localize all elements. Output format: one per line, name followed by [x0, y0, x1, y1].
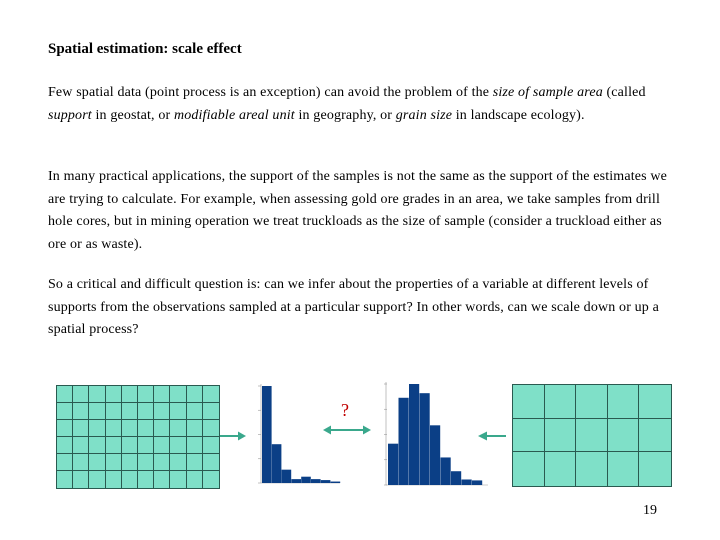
grid-cell	[170, 386, 186, 403]
grid-cell	[154, 471, 170, 488]
grid-cell	[73, 471, 89, 488]
histogram-bar	[388, 444, 398, 485]
grid-cell	[57, 403, 73, 420]
grid-cell	[576, 419, 608, 453]
grid-cell	[122, 420, 138, 437]
histogram-bar	[272, 444, 282, 483]
grid-cell	[57, 437, 73, 454]
grid-cell	[138, 403, 154, 420]
grid-cell	[608, 419, 640, 453]
grid-cell	[138, 386, 154, 403]
grid-cell	[203, 437, 219, 454]
grid-cell	[89, 403, 105, 420]
grid-cell	[187, 454, 203, 471]
grid-cell	[170, 471, 186, 488]
double-arrow-icon	[322, 424, 372, 436]
histogram-coarse-support	[374, 378, 490, 490]
grid-cell	[545, 452, 577, 486]
grid-cell	[122, 403, 138, 420]
grid-cell	[639, 452, 671, 486]
grid-cell	[203, 420, 219, 437]
grid-cell	[513, 452, 545, 486]
coarse-support-grid	[512, 384, 672, 487]
histogram-bar	[399, 398, 409, 485]
grid-cell	[73, 386, 89, 403]
grid-cell	[89, 386, 105, 403]
grid-cell	[639, 385, 671, 419]
text-run: in geography, or	[294, 107, 396, 123]
term-support: support	[48, 107, 92, 123]
histogram-bar	[409, 384, 419, 485]
grid-cell	[187, 437, 203, 454]
paragraph-question: So a critical and difficult question is: can we infer about the properties of a variable at different levels of supports from the observations sampled at a particular support? In other words, can we scale down or up a spatial process?	[48, 277, 659, 337]
slide-title: Spatial estimation: scale effect	[48, 41, 242, 57]
term-grain-size: grain size	[395, 107, 453, 123]
grid-cell	[545, 385, 577, 419]
grid-cell	[122, 454, 138, 471]
histogram-bar	[441, 457, 451, 485]
grid-cell	[170, 403, 186, 420]
grid-cell	[106, 437, 122, 454]
grid-cell	[89, 454, 105, 471]
histogram-bar	[430, 425, 440, 485]
paragraph-intro	[48, 82, 678, 127]
grid-cell	[122, 437, 138, 454]
histogram-bar	[301, 477, 311, 483]
grid-cell	[203, 471, 219, 488]
grid-cell	[138, 420, 154, 437]
question-mark: ?	[341, 400, 349, 420]
histogram-bar	[420, 393, 430, 485]
grid-cell	[513, 419, 545, 453]
grid-cell	[73, 437, 89, 454]
histogram-bar	[472, 480, 482, 485]
grid-cell	[57, 420, 73, 437]
page-number: 19	[643, 503, 657, 518]
grid-cell	[106, 454, 122, 471]
grid-cell	[154, 454, 170, 471]
grid-cell	[187, 403, 203, 420]
grid-cell	[106, 471, 122, 488]
grid-cell	[545, 419, 577, 453]
left-arrow-icon	[477, 430, 507, 442]
grid-cell	[106, 420, 122, 437]
histogram-bar	[451, 471, 461, 485]
fine-support-grid	[56, 385, 220, 489]
grid-cell	[576, 385, 608, 419]
grid-cell	[138, 437, 154, 454]
grid-cell	[154, 437, 170, 454]
grid-cell	[122, 471, 138, 488]
histogram-bar	[331, 482, 341, 483]
grid-cell	[89, 471, 105, 488]
paragraph-support-example: In many practical applications, the support of the samples is not the same as the support of the estimates we are trying to calculate. For example, when assessing gold ore grades in an area, we take samples from drill hole cores, but in mining operation we treat truckloads as the size of sample (consider a truckload either as ore or as waste).	[48, 169, 667, 252]
grid-cell	[106, 386, 122, 403]
grid-cell	[203, 454, 219, 471]
text-run: in landscape ecology).	[452, 107, 585, 123]
grid-cell	[203, 403, 219, 420]
grid-cell	[154, 386, 170, 403]
grid-cell	[187, 386, 203, 403]
grid-cell	[576, 452, 608, 486]
grid-cell	[106, 403, 122, 420]
grid-cell	[73, 454, 89, 471]
histogram-bar	[262, 386, 272, 483]
grid-cell	[639, 419, 671, 453]
term-size-of-sample-area: size of sample area	[492, 85, 603, 100]
right-arrow-icon	[219, 430, 247, 442]
histogram-bar	[282, 470, 292, 483]
grid-cell	[608, 385, 640, 419]
text-run: (called	[602, 85, 646, 100]
grid-cell	[170, 420, 186, 437]
grid-cell	[89, 420, 105, 437]
grid-cell	[57, 454, 73, 471]
text-run: in geostat, or	[91, 107, 174, 123]
grid-cell	[73, 403, 89, 420]
grid-cell	[138, 454, 154, 471]
histogram-bar	[462, 479, 472, 485]
grid-cell	[89, 437, 105, 454]
grid-cell	[122, 386, 138, 403]
grid-cell	[57, 386, 73, 403]
grid-cell	[138, 471, 154, 488]
term-modifiable-areal-unit: modifiable areal unit	[173, 107, 295, 123]
grid-cell	[608, 452, 640, 486]
histogram-bar	[311, 479, 321, 483]
grid-cell	[203, 386, 219, 403]
histogram-bar	[291, 479, 301, 483]
grid-cell	[154, 420, 170, 437]
grid-cell	[187, 420, 203, 437]
histogram-bar	[321, 480, 331, 483]
grid-cell	[170, 437, 186, 454]
grid-cell	[154, 403, 170, 420]
grid-cell	[513, 385, 545, 419]
grid-cell	[187, 471, 203, 488]
grid-cell	[73, 420, 89, 437]
grid-cell	[170, 454, 186, 471]
text-run: Few spatial data (point process is an exception) can avoid the problem of the	[48, 85, 493, 100]
grid-cell	[57, 471, 73, 488]
